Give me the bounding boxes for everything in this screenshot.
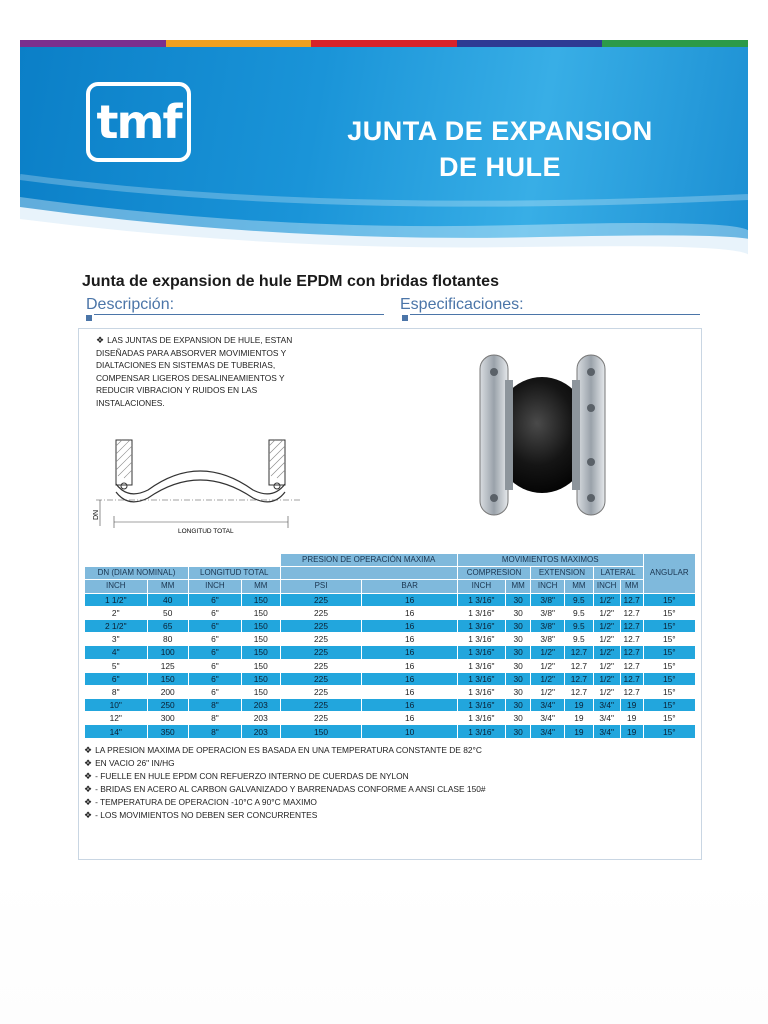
header-presion-units bbox=[280, 567, 457, 580]
table-cell: 16 bbox=[362, 699, 457, 712]
table-cell: 19 bbox=[565, 725, 593, 738]
bullet-icon: ❖ bbox=[84, 797, 93, 807]
section-marker bbox=[402, 315, 408, 321]
note-item bbox=[84, 809, 486, 822]
table-cell: 6" bbox=[188, 593, 241, 606]
table-cell: 16 bbox=[362, 712, 457, 725]
table-cell: 15° bbox=[643, 659, 695, 672]
table-cell: 9.5 bbox=[565, 633, 593, 646]
table-cell: 30 bbox=[505, 606, 530, 619]
table-cell: 12.7 bbox=[620, 659, 643, 672]
table-cell: 12.7 bbox=[620, 646, 643, 659]
table-cell: 15° bbox=[643, 699, 695, 712]
table-cell: 225 bbox=[280, 606, 362, 619]
table-cell: 150 bbox=[241, 685, 280, 698]
table-cell: 200 bbox=[147, 685, 188, 698]
section-divider bbox=[410, 314, 700, 315]
table-cell: 30 bbox=[505, 619, 530, 632]
unit-header-cell: BAR bbox=[362, 580, 457, 593]
table-cell: 9.5 bbox=[565, 619, 593, 632]
table-cell: 1/2" bbox=[593, 619, 620, 632]
table-cell: 15° bbox=[643, 606, 695, 619]
table-cell: 12.7 bbox=[620, 619, 643, 632]
table-cell: 6" bbox=[188, 672, 241, 685]
table-body bbox=[85, 593, 696, 738]
table-cell: 30 bbox=[505, 712, 530, 725]
table-cell: 3/4" bbox=[531, 699, 565, 712]
unit-header-cell: PSI bbox=[280, 580, 362, 593]
header-lateral: LATERAL bbox=[593, 567, 643, 580]
table-cell: 30 bbox=[505, 646, 530, 659]
unit-header-cell: MM bbox=[565, 580, 593, 593]
table-cell: 12.7 bbox=[620, 672, 643, 685]
table-cell: 225 bbox=[280, 633, 362, 646]
table-cell: 150 bbox=[241, 606, 280, 619]
longitud-label: LONGITUD TOTAL bbox=[178, 528, 234, 535]
table-cell: 8" bbox=[85, 685, 148, 698]
table-cell: 12.7 bbox=[620, 685, 643, 698]
table-cell: 1 1/2" bbox=[85, 593, 148, 606]
table-cell: 15° bbox=[643, 672, 695, 685]
table-cell: 12.7 bbox=[565, 685, 593, 698]
table-cell: 3" bbox=[85, 633, 148, 646]
table-cell: 16 bbox=[362, 619, 457, 632]
footer-area bbox=[0, 870, 768, 1024]
table-cell: 16 bbox=[362, 646, 457, 659]
table-cell: 3/8" bbox=[531, 633, 565, 646]
section-especificaciones: Especificaciones: bbox=[400, 296, 524, 313]
table-row bbox=[85, 659, 696, 672]
table-cell: 150 bbox=[241, 619, 280, 632]
note-text: - TEMPERATURA DE OPERACION -10°C A 90°C MAXIMO bbox=[95, 797, 317, 807]
table-cell: 16 bbox=[362, 633, 457, 646]
table-cell: 1 3/16" bbox=[457, 593, 505, 606]
table-cell: 6" bbox=[188, 606, 241, 619]
note-item bbox=[84, 796, 486, 809]
stripe-segment bbox=[20, 40, 166, 47]
table-cell: 1/2" bbox=[593, 646, 620, 659]
table-cell: 225 bbox=[280, 619, 362, 632]
table-cell: 150 bbox=[241, 659, 280, 672]
table-cell: 12" bbox=[85, 712, 148, 725]
table-cell: 2 1/2" bbox=[85, 619, 148, 632]
unit-header-cell: MM bbox=[505, 580, 530, 593]
table-cell: 9.5 bbox=[565, 606, 593, 619]
table-cell: 19 bbox=[565, 699, 593, 712]
unit-header-cell: MM bbox=[147, 580, 188, 593]
table-cell: 6" bbox=[188, 659, 241, 672]
header-extension: EXTENSION bbox=[531, 567, 593, 580]
table-cell: 3/8" bbox=[531, 606, 565, 619]
table-cell: 16 bbox=[362, 672, 457, 685]
table-cell: 15° bbox=[643, 685, 695, 698]
note-text: - FUELLE EN HULE EPDM CON REFUERZO INTERNO DE CUERDAS DE NYLON bbox=[95, 771, 409, 781]
table-cell: 14" bbox=[85, 725, 148, 738]
table-cell: 2" bbox=[85, 606, 148, 619]
note-text: - BRIDAS EN ACERO AL CARBON GALVANIZADO Y BARRENADAS CONFORME A ANSI CLASE 150# bbox=[95, 784, 486, 794]
table-row bbox=[85, 725, 696, 738]
note-text: EN VACIO 26" IN/HG bbox=[95, 758, 175, 768]
table-cell: 6" bbox=[188, 646, 241, 659]
table-cell: 30 bbox=[505, 672, 530, 685]
note-item bbox=[84, 744, 486, 757]
table-row bbox=[85, 712, 696, 725]
unit-header-cell: INCH bbox=[85, 580, 148, 593]
color-stripe bbox=[20, 40, 748, 47]
table-cell: 150 bbox=[147, 672, 188, 685]
table-row bbox=[85, 672, 696, 685]
description-body: LAS JUNTAS DE EXPANSION DE HULE, ESTAN DISEÑADAS PARA ABSORVER MOVIMIENTOS Y DIALTACIONES EN SISTEMAS DE TUBERIAS, COMPENSAR LIGEROS DESALINEAMIENTOS Y REDUCIR VIBRACION Y RUIDOS EN LAS INSTALACIONES. bbox=[96, 335, 293, 408]
table-row bbox=[85, 699, 696, 712]
product-subtitle: Junta de expansion de hule EPDM con bridas flotantes bbox=[82, 273, 499, 290]
table-cell: 12.7 bbox=[620, 593, 643, 606]
table-cell: 15° bbox=[643, 619, 695, 632]
table-cell: 65 bbox=[147, 619, 188, 632]
table-cell: 30 bbox=[505, 659, 530, 672]
note-text: LA PRESION MAXIMA DE OPERACION ES BASADA EN UNA TEMPERATURA CONSTANTE DE 82°C bbox=[95, 745, 482, 755]
table-cell: 225 bbox=[280, 672, 362, 685]
dn-label: DN bbox=[93, 509, 100, 520]
table-cell: 12.7 bbox=[565, 659, 593, 672]
table-cell: 1/2" bbox=[593, 672, 620, 685]
table-row bbox=[85, 619, 696, 632]
table-cell: 6" bbox=[188, 633, 241, 646]
description-text bbox=[96, 334, 321, 410]
logo-text: tmf bbox=[96, 95, 181, 149]
table-cell: 3/4" bbox=[593, 725, 620, 738]
table-cell: 8" bbox=[188, 725, 241, 738]
table-cell: 12.7 bbox=[565, 646, 593, 659]
bullet-icon: ❖ bbox=[84, 758, 93, 768]
table-cell: 8" bbox=[188, 699, 241, 712]
stripe-segment bbox=[602, 40, 748, 47]
title-line-2: DE HULE bbox=[438, 152, 561, 182]
table-cell: 1 3/16" bbox=[457, 685, 505, 698]
table-cell: 1/2" bbox=[531, 659, 565, 672]
table-cell: 350 bbox=[147, 725, 188, 738]
table-cell: 8" bbox=[188, 712, 241, 725]
header-banner bbox=[20, 47, 748, 265]
bullet-icon: ❖ bbox=[84, 810, 93, 820]
table-cell: 30 bbox=[505, 725, 530, 738]
note-text: - LOS MOVIMIENTOS NO DEBEN SER CONCURRENTES bbox=[95, 810, 318, 820]
table-cell: 50 bbox=[147, 606, 188, 619]
table-cell: 30 bbox=[505, 685, 530, 698]
table-cell: 6" bbox=[188, 619, 241, 632]
table-cell: 125 bbox=[147, 659, 188, 672]
notes-list bbox=[84, 744, 486, 822]
table-cell: 225 bbox=[280, 659, 362, 672]
header-movimientos: MOVIMIENTOS MAXIMOS bbox=[457, 554, 643, 567]
bullet-icon: ❖ bbox=[84, 745, 93, 755]
table-cell: 19 bbox=[620, 725, 643, 738]
table-cell: 19 bbox=[620, 699, 643, 712]
table-cell: 1/2" bbox=[593, 593, 620, 606]
table-cell: 5" bbox=[85, 659, 148, 672]
header-dn: DN (DIAM NOMINAL) bbox=[85, 567, 189, 580]
table-cell: 10" bbox=[85, 699, 148, 712]
table-cell: 15° bbox=[643, 646, 695, 659]
table-cell: 225 bbox=[280, 712, 362, 725]
note-item bbox=[84, 783, 486, 796]
bullet-icon: ❖ bbox=[84, 784, 93, 794]
stripe-segment bbox=[166, 40, 312, 47]
table-cell: 225 bbox=[280, 685, 362, 698]
table-cell: 150 bbox=[241, 646, 280, 659]
table-cell: 225 bbox=[280, 593, 362, 606]
stripe-segment bbox=[457, 40, 603, 47]
note-item bbox=[84, 757, 486, 770]
table-cell: 15° bbox=[643, 593, 695, 606]
unit-header-cell: INCH bbox=[188, 580, 241, 593]
table-cell: 3/4" bbox=[531, 712, 565, 725]
table-cell: 3/4" bbox=[531, 725, 565, 738]
table-cell: 1/2" bbox=[531, 685, 565, 698]
table-cell: 6" bbox=[188, 685, 241, 698]
table-cell: 1 3/16" bbox=[457, 646, 505, 659]
unit-header-cell: MM bbox=[620, 580, 643, 593]
table-cell: 150 bbox=[241, 672, 280, 685]
table-cell: 1/2" bbox=[593, 633, 620, 646]
table-cell: 150 bbox=[241, 633, 280, 646]
table-cell: 225 bbox=[280, 699, 362, 712]
table-cell: 30 bbox=[505, 699, 530, 712]
table-cell: 1 3/16" bbox=[457, 606, 505, 619]
table-cell: 16 bbox=[362, 593, 457, 606]
table-cell: 1/2" bbox=[593, 685, 620, 698]
cross-section-drawing bbox=[88, 432, 303, 540]
title-line-1: JUNTA DE EXPANSION bbox=[347, 116, 653, 146]
table-cell: 19 bbox=[565, 712, 593, 725]
table-cell: 12.7 bbox=[565, 672, 593, 685]
table-cell: 203 bbox=[241, 725, 280, 738]
unit-header-cell: MM bbox=[241, 580, 280, 593]
table-cell: 1 3/16" bbox=[457, 725, 505, 738]
table-cell: 1 3/16" bbox=[457, 633, 505, 646]
table-cell: 4" bbox=[85, 646, 148, 659]
table-cell: 1 3/16" bbox=[457, 672, 505, 685]
table-cell: 16 bbox=[362, 606, 457, 619]
table-cell: 1 3/16" bbox=[457, 619, 505, 632]
table-row bbox=[85, 606, 696, 619]
table-cell: 3/8" bbox=[531, 619, 565, 632]
table-cell: 1/2" bbox=[593, 659, 620, 672]
table-row bbox=[85, 633, 696, 646]
unit-header-cell: INCH bbox=[457, 580, 505, 593]
table-cell: 19 bbox=[620, 712, 643, 725]
table-cell: 1 3/16" bbox=[457, 659, 505, 672]
table-cell: 40 bbox=[147, 593, 188, 606]
table-cell: 3/8" bbox=[531, 593, 565, 606]
table-row bbox=[85, 593, 696, 606]
table-cell: 6" bbox=[85, 672, 148, 685]
unit-header-row bbox=[85, 580, 696, 593]
product-image bbox=[470, 350, 615, 520]
table-cell: 15° bbox=[643, 712, 695, 725]
table-header-blank bbox=[85, 554, 281, 567]
table-cell: 1/2" bbox=[531, 646, 565, 659]
section-marker bbox=[86, 315, 92, 321]
table-cell: 1/2" bbox=[531, 672, 565, 685]
table-cell: 150 bbox=[241, 593, 280, 606]
bullet-icon: ❖ bbox=[84, 771, 93, 781]
table-cell: 16 bbox=[362, 685, 457, 698]
table-cell: 1/2" bbox=[593, 606, 620, 619]
section-descripcion: Descripción: bbox=[86, 296, 175, 313]
header-compresion: COMPRESION bbox=[457, 567, 530, 580]
stripe-segment bbox=[311, 40, 457, 47]
table-cell: 150 bbox=[280, 725, 362, 738]
unit-header-cell: INCH bbox=[531, 580, 565, 593]
table-cell: 9.5 bbox=[565, 593, 593, 606]
header-presion: PRESION DE OPERACIÓN MAXIMA bbox=[280, 554, 457, 567]
table-cell: 1 3/16" bbox=[457, 699, 505, 712]
table-row bbox=[85, 685, 696, 698]
header-angular: ANGULAR bbox=[643, 554, 695, 594]
table-cell: 80 bbox=[147, 633, 188, 646]
table-cell: 16 bbox=[362, 659, 457, 672]
table-cell: 225 bbox=[280, 646, 362, 659]
table-cell: 15° bbox=[643, 725, 695, 738]
table-cell: 15° bbox=[643, 633, 695, 646]
bullet-icon: ❖ bbox=[96, 335, 105, 345]
table-cell: 3/4" bbox=[593, 712, 620, 725]
table-row bbox=[85, 646, 696, 659]
note-item bbox=[84, 770, 486, 783]
specifications-table bbox=[84, 553, 696, 739]
table-cell: 30 bbox=[505, 633, 530, 646]
table-cell: 3/4" bbox=[593, 699, 620, 712]
tmf-logo bbox=[86, 82, 191, 162]
table-cell: 1 3/16" bbox=[457, 712, 505, 725]
unit-header-cell: INCH bbox=[593, 580, 620, 593]
table-cell: 203 bbox=[241, 712, 280, 725]
table-cell: 203 bbox=[241, 699, 280, 712]
table-cell: 100 bbox=[147, 646, 188, 659]
table-cell: 12.7 bbox=[620, 633, 643, 646]
table-cell: 250 bbox=[147, 699, 188, 712]
table-cell: 12.7 bbox=[620, 606, 643, 619]
page-title bbox=[320, 113, 680, 185]
header-longitud: LONGITUD TOTAL bbox=[188, 567, 280, 580]
section-divider bbox=[94, 314, 384, 315]
table-cell: 300 bbox=[147, 712, 188, 725]
table-cell: 30 bbox=[505, 593, 530, 606]
table-cell: 10 bbox=[362, 725, 457, 738]
